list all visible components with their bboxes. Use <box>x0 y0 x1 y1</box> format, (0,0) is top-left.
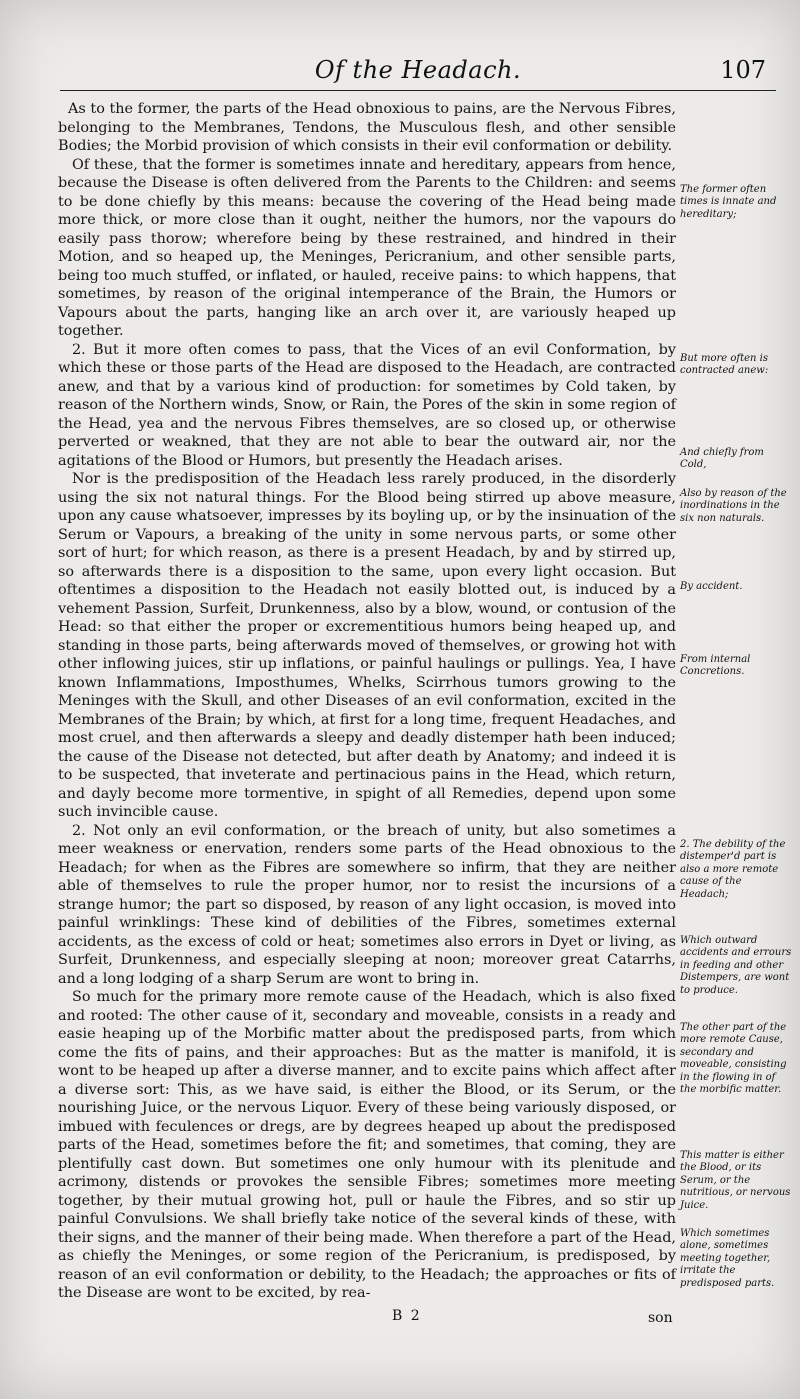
margin-note: And chiefly from Cold, <box>680 447 764 471</box>
page-number: 107 <box>720 56 766 84</box>
margin-note: Also by reason of the inordinations in the six non naturals. <box>680 488 787 524</box>
paragraph: 2. But it more often comes to pass, that the Vices of an evil Conformation, by which these or those parts of the Head are disposed to the Headach, are contracted anew, and that by a various kind of production: for sometimes by Cold taken, by reason of the Northern winds, Snow, or Rain, the Pores of the skin in some region of the Head, yea and the nervous Fibres themselves, are so closed up, or otherwise perverted or weakned, that they are not able to bear the outward air, nor the agitations of the Blood or Humors, but presently the Headach arises. <box>58 341 676 469</box>
body-text <box>58 100 676 1303</box>
paragraph: As to the former, the parts of the Head obnoxious to pains, are the Nervous Fibres, belonging to the Membranes, Tendons, the Musculous flesh, and other sensible Bodies; the Morbid provision of which consists in their evil conformation or debility. <box>58 101 676 154</box>
margin-note: The other part of the more remote Cause, secondary and moveable, consisting in the flowing in of the morbific matter. <box>680 1022 787 1096</box>
margin-note: The former often times is innate and hereditary; <box>680 184 777 220</box>
paragraph: 2. Not only an evil conformation, or the breach of unity, but also sometimes a meer weakness or enervation, renders some parts of the Head obnoxious to the Headach; for when as the Fibres are somewhere so infirm, that they are neither able of themselves to rule the proper humor, nor to resist the incursions of a strange humor; the part so disposed, by reason of any light occasion, is moved into painful wrinklings: These kind of debilities of the Fibres, sometimes external accidents, as the excess of cold or heat; sometimes also errors in Dyet or living, as Surfeit, Drunkenness, and especially sleeping at noon; moreover great Catarrhs, and a long lodging of a sharp Serum are wont to bring in. <box>58 822 676 987</box>
margin-note: But more often is contracted anew: <box>680 353 769 377</box>
margin-note: 2. The debility of the distemper'd part is also a more remote cause of the Headach; <box>680 839 786 900</box>
paragraph: So much for the primary more remote cause of the Headach, which is also fixed and rooted: The other cause of it, secondary and moveable, consists in a ready and easie heaping up of the Morbific matter about the predisposed parts, from which come the fits of pains, and their approaches: But as the matter is manifold, it is wont to be heaped up after a diverse manner, and to excite pains which affect after a diverse sort: This, as we have said, is either the Blood, or its Serum, or the nourishing Juice, or the nervous Liquor. Every of these being variously disposed, or imbued with feculences or dregs, are by degrees heaped up about the predisposed parts of the Head, sometimes before the fit; and sometimes, that coming, they are plentifully cast down. But sometimes one only humour with its plenitude and acrimony, distends or provokes the sensible Fibres; sometimes more meeting together, by their mutual growing hot, pull or haule the Fibres, and so stir up painful Convulsions. We shall briefly take notice of the several kinds of these, with their signs, and the manner of their being made. When therefore a part of the Head, as chiefly the Meninges, or some region of the Pericranium, is predisposed, by reason of an evil conformation or debility, to the Headach; the approaches or fits of the Disease are wont to be excited, by rea- <box>58 989 676 1301</box>
running-head <box>60 56 776 91</box>
margin-note: Which sometimes alone, sometimes meeting together, irritate the predisposed parts. <box>680 1228 775 1289</box>
margin-note: Which outward accidents and errours in feeding and other Distempers, are wont to produce. <box>680 935 792 996</box>
signature-mark: B 2 <box>392 1308 422 1324</box>
running-title: Of the Headach. <box>314 56 522 84</box>
paragraph: Nor is the predisposition of the Headach less rarely produced, in the disorderly using the six not natural things. For the Blood being stirred up above measure, upon any cause whatsoever, impresses by its boyling up, or by the insinuation of the Serum or Vapours, a breaking of the unity in some nervous parts, or some other sort of hurt; for which reason, as there is a present Headach, by and by stirred up, so afterwards there is a disposition to the same, upon every light occasion. But oftentimes a disposition to the Headach not easily blotted out, is induced by a vehement Passion, Surfeit, Drunkenness, also by a blow, wound, or contusion of the Head: so that either the proper or excrementitious humors being heaped up, and standing in those parts, being afterwards moved of themselves, or growing hot with other inflowing juices, stir up inflations, or painful haulings or pullings. Yea, I have known Inflammations, Imposthumes, Whelks, Scirrhous tumors growing to the Meninges with the Skull, and other Diseases of an evil conformation, excited in the Membranes of the Brain; by which, at first for a long time, frequent Headaches, and most cruel, and then afterwards a sleepy and deadly distemper hath been induced; the cause of the Disease not detected, but after death by Anatomy; and indeed it is to be suspected, that inveterate and pertinacious pains in the Head, which return, and dayly become more tormentive, in spight of all Remedies, depend upon some such invincible cause. <box>58 471 676 820</box>
margin-note: By accident. <box>680 581 743 592</box>
paragraph: Of these, that the former is sometimes innate and hereditary, appears from hence, because the Disease is often delivered from the Parents to the Children: and seems to be done chiefly by this means: because the covering of the Head being made more thick, or more close than it ought, neither the humors, nor the vapours do easily pass thorow; wherefore being by these restrained, and hindred in their Motion, and so heaped up, the Meninges, Pericranium, and other sensible parts, being too much stuffed, or inflated, or hauled, receive pains: to which happens, that sometimes, by reason of the original intemperance of the Brain, the Humors or Vapours about the parts, hanging like an arch over it, are variously heaped up together. <box>58 156 676 339</box>
margin-note: This matter is either the Blood, or its Serum, or the nutritious, or nervous Juice. <box>680 1150 791 1211</box>
catchword: son <box>648 1310 673 1326</box>
margin-note: From internal Concretions. <box>680 654 751 678</box>
